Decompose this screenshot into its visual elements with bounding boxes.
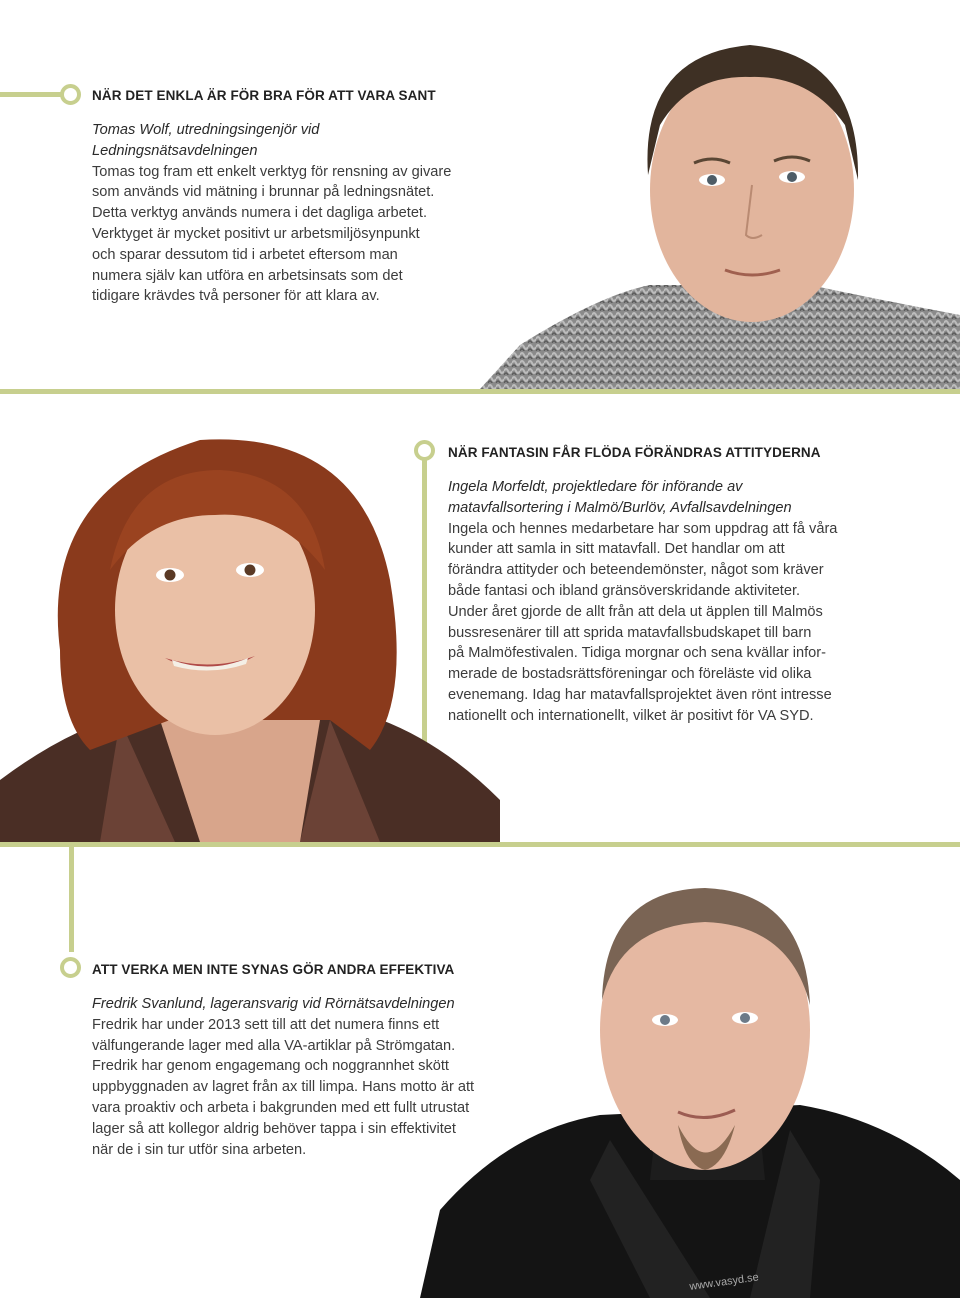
timeline-line-top bbox=[0, 92, 64, 97]
portrait-photo-2 bbox=[0, 420, 500, 842]
portrait-photo-3 bbox=[420, 880, 960, 1298]
section-1-text bbox=[92, 120, 502, 307]
section-2-text bbox=[448, 477, 953, 727]
section-2-body-line: evenemang. Idag har matavfallsprojektet även rönt intresse bbox=[448, 686, 832, 703]
section-3-body-line: uppbyggnaden av lagret från ax till limpa. Hans motto är att bbox=[92, 1079, 475, 1096]
divider-line-2 bbox=[0, 842, 960, 847]
timeline-node-3-icon bbox=[60, 957, 81, 978]
section-1-body-line: Verktyget är mycket positivt ur arbetsmiljösynpunkt bbox=[92, 225, 420, 242]
section-3-body-line: Fredrik har genom engagemang och noggrannhet skött bbox=[92, 1058, 449, 1075]
section-1-heading: NÄR DET ENKLA ÄR FÖR BRA FÖR ATT VARA SANT bbox=[92, 88, 436, 103]
section-1-name-line: Ledningsnätsavdelningen bbox=[92, 142, 258, 159]
timeline-node-1-icon bbox=[60, 84, 81, 105]
section-1-body-line: numera själv kan utföra en arbetsinsats som det bbox=[92, 267, 403, 284]
divider-line-1 bbox=[0, 389, 960, 394]
timeline-line-vertical-3 bbox=[69, 847, 74, 952]
section-1-body-line: Tomas tog fram ett enkelt verktyg för rensning av givare bbox=[92, 163, 452, 180]
section-3-body-line: vara proaktiv och arbeta i bakgrunden med ett fullt utrustat bbox=[92, 1099, 470, 1116]
section-2-body-line: nationellt och internationellt, vilket är positivt för VA SYD. bbox=[448, 707, 814, 724]
section-3-body-line: lager så att kollegor aldrig behöver tappa i sin effektivitet bbox=[92, 1120, 456, 1137]
section-1-name-line: Tomas Wolf, utredningsingenjör vid bbox=[92, 122, 320, 138]
section-1-body-line: Detta verktyg används numera i det dagliga arbetet. bbox=[92, 205, 428, 222]
section-2-body-line: på Malmöfestivalen. Tidiga morgnar och sena kvällar infor- bbox=[448, 645, 826, 662]
section-3-body-line: Fredrik har under 2013 sett till att det numera finns ett bbox=[92, 1016, 440, 1033]
section-2-body-line: kunder att samla in sitt matavfall. Det handlar om att bbox=[448, 541, 785, 558]
section-3-name-line: Fredrik Svanlund, lageransvarig vid Rörnätsavdelningen bbox=[92, 996, 455, 1012]
section-3-heading: ATT VERKA MEN INTE SYNAS GÖR ANDRA EFFEKTIVA bbox=[92, 962, 455, 977]
section-2-body-line: Ingela och hennes medarbetare har som uppdrag att få våra bbox=[448, 520, 838, 537]
section-2-body-line: förändra attityder och beteendemönster, något som kräver bbox=[448, 562, 824, 579]
section-1-body-line: och sparar dessutom tid i arbetet eftersom man bbox=[92, 246, 398, 263]
shirt-print-text: www.vasyd.se bbox=[688, 1271, 760, 1293]
section-1-body-line: tidigare krävdes två personer för att klara av. bbox=[92, 288, 380, 305]
section-2-name-line: Ingela Morfeldt, projektledare för införande av bbox=[448, 479, 743, 495]
section-1-body-line: som används vid mätning i brunnar på ledningsnätet. bbox=[92, 184, 435, 201]
section-2-heading: NÄR FANTASIN FÅR FLÖDA FÖRÄNDRAS ATTITYDERNA bbox=[448, 445, 821, 460]
section-2-body-line: merade de bostadsrättsföreningar och föreläste vid olika bbox=[448, 666, 812, 683]
section-3-body-line: välfungerande lager med alla VA-artiklar på Strömgatan. bbox=[92, 1037, 456, 1054]
section-2-body-line: både fantasi och ibland gränsöverskridande aktiviteter. bbox=[448, 582, 801, 599]
section-2-body-line: bussresenärer till att sprida matavfallsbudskapet till barn bbox=[448, 624, 812, 641]
section-2-name-line: matavfallsortering i Malmö/Burlöv, Avfallsavdelningen bbox=[448, 499, 792, 516]
section-3-body-line: när de i sin tur utför sina arbeten. bbox=[92, 1141, 307, 1158]
portrait-photo-1 bbox=[480, 15, 960, 389]
section-2-body-line: Under året gjorde de allt från att dela ut äpplen till Malmös bbox=[448, 603, 823, 620]
